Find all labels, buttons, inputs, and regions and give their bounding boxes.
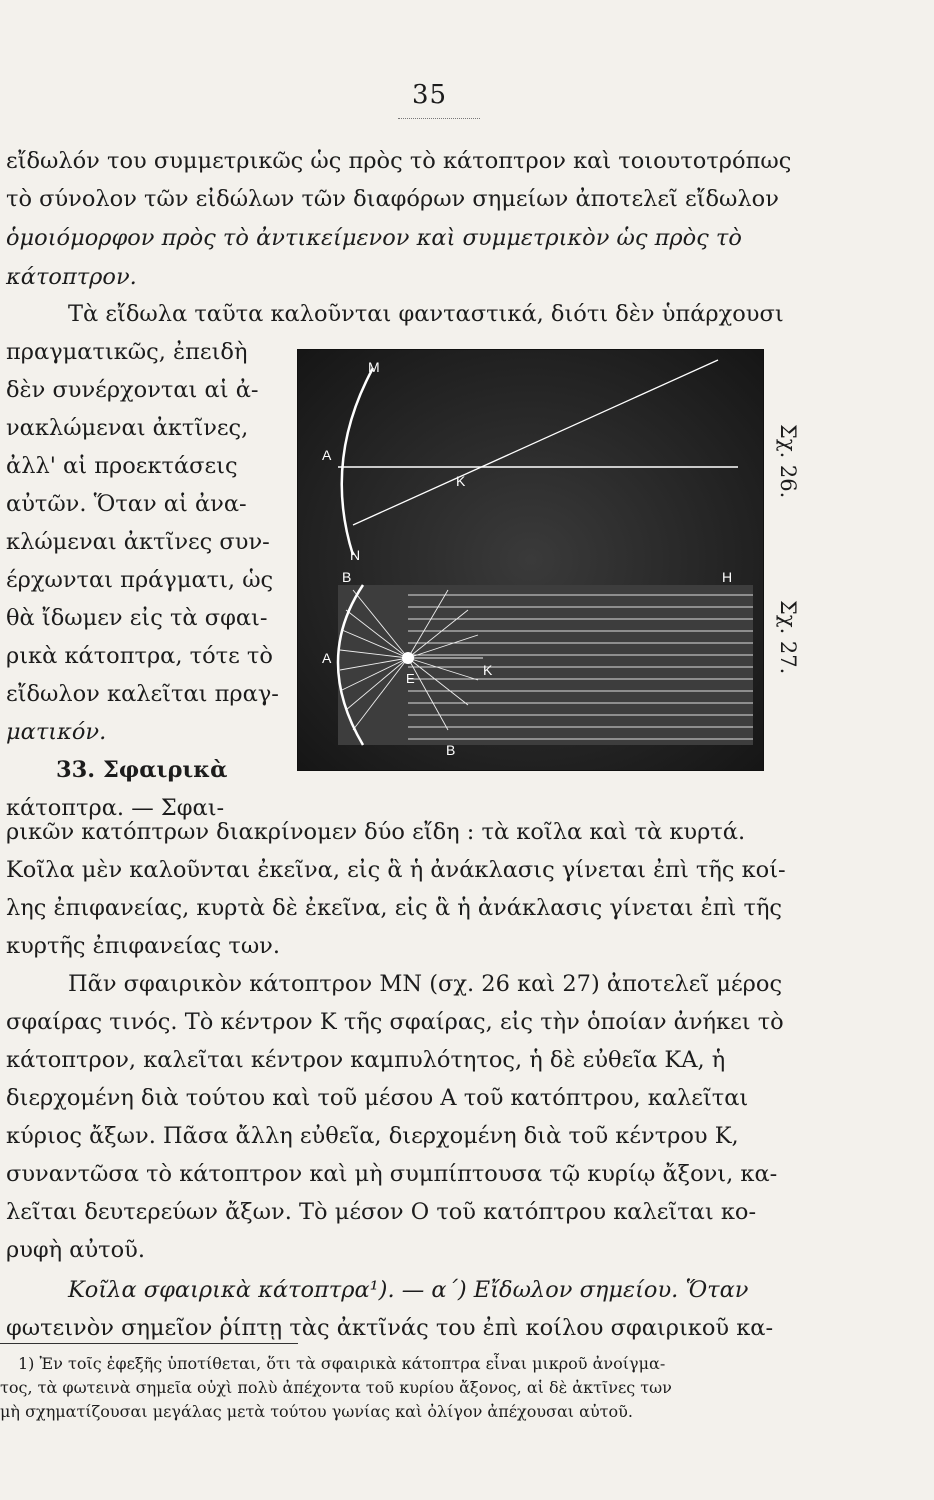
text-line: λης ἐπιφανείας, κυρτὰ δὲ ἐκεῖνα, εἰς ἃ ἡ ἀνάκλασις γίνεται ἐπὶ τῆς: [6, 895, 783, 921]
label-a: A: [322, 650, 332, 666]
text-line: σφαίρας τινός. Τὸ κέντρον Κ τῆς σφαίρας, εἰς τὴν ὁποίαν ἀνήκει τὸ: [6, 1009, 784, 1035]
label-n: N: [350, 547, 361, 563]
text-line: κυρτῆς ἐπιφανείας των.: [6, 933, 281, 959]
text-line: διερχομένη διὰ τούτου καὶ τοῦ μέσου Α τοῦ κατόπτρου, καλεῖται: [6, 1085, 749, 1111]
text-line: δὲν συνέρχονται αἱ ἀ-: [6, 377, 259, 403]
text-line: φωτεινὸν σημεῖον ῥίπτῃ τὰς ἀκτῖνάς του ἐπὶ κοίλου σφαιρικοῦ κα-: [6, 1315, 774, 1341]
footnote-line: τος, τὰ φωτεινὰ σημεῖα οὐχὶ πολὺ ἀπέχοντα τοῦ κυρίου ἄξονος, αἱ δὲ ἀκτῖνες των: [0, 1378, 672, 1397]
text-line: θὰ ἴδωμεν εἰς τὰ σφαι-: [6, 605, 268, 631]
label-e: E: [406, 671, 415, 686]
label-a: A: [322, 447, 332, 463]
text-line: εἴδωλόν του συμμετρικῶς ὡς πρὸς τὸ κάτοπτρον καὶ τοιουτοτρόπως: [6, 148, 792, 174]
text-line: ρικὰ κάτοπτρα, τότε τὸ: [6, 643, 273, 669]
text-line: ὁμοιόμορφον πρὸς τὸ ἀντικείμενον καὶ συμμετρικὸν ὡς πρὸς τὸ: [6, 225, 742, 251]
label-b-top: B: [342, 569, 352, 585]
label-b-bottom: B: [446, 742, 456, 758]
text-line: κύριος ἄξων. Πᾶσα ἄλλη εὐθεῖα, διερχομένη διὰ τοῦ κέντρου Κ,: [6, 1123, 739, 1149]
label-h: H: [722, 569, 733, 585]
label-k: K: [456, 473, 466, 489]
text-line: ρικῶν κατόπτρων διακρίνομεν δύο εἴδη : τὰ κοῖλα καὶ τὰ κυρτά.: [6, 819, 746, 845]
page-number: 35: [412, 80, 448, 110]
figure-caption-27: Σχ. 27.: [776, 600, 800, 675]
text-line: ρυφὴ αὐτοῦ.: [6, 1237, 145, 1263]
footnote-line: μὴ σχηματίζουσαι μεγάλας μετὰ τούτου γωνίας καὶ ὀλίγον ἀπέχουσαι αὐτοῦ.: [0, 1402, 633, 1421]
footnote-line: 1) Ἐν τοῖς ἑφεξῆς ὑποτίθεται, ὅτι τὰ σφαιρικὰ κάτοπτρα εἶναι μικροῦ ἀνοίγμα-: [18, 1354, 666, 1373]
section-heading: 33. Σφαιρικὰ: [56, 757, 228, 783]
text-line: ἀλλ' αἱ προεκτάσεις: [6, 453, 238, 479]
text-line: κάτοπτρον.: [6, 264, 137, 290]
text-line: Κοῖλα μὲν καλοῦνται ἐκεῖνα, εἰς ἃ ἡ ἀνάκλασις γίνεται ἐπὶ τῆς κοί-: [6, 857, 786, 883]
text-line: τὸ σύνολον τῶν εἰδώλων τῶν διαφόρων σημείων ἀποτελεῖ εἴδωλον: [6, 186, 779, 212]
text-line: εἴδωλον καλεῖται πραγ-: [6, 681, 279, 707]
label-m: M: [368, 359, 380, 375]
figure-caption-26: Σχ. 26.: [776, 424, 800, 499]
figure-mirrors: [297, 349, 764, 771]
text-line: κάτοπτρα. — Σφαι-: [6, 795, 225, 821]
text-line: ματικόν.: [6, 719, 107, 745]
header-rule: [398, 118, 480, 119]
text-line: Τὰ εἴδωλα ταῦτα καλοῦνται φανταστικά, διότι δὲν ὑπάρχουσι: [68, 301, 784, 327]
text-line: Πᾶν σφαιρικὸν κάτοπτρον ΜΝ (σχ. 26 καὶ 27) ἀποτελεῖ μέρος: [68, 971, 783, 997]
label-k: K: [483, 662, 493, 678]
footnote-rule: [0, 1343, 298, 1344]
text-line: λεῖται δευτερεύων ἄξων. Τὸ μέσον Ο τοῦ κατόπτρου καλεῖται κο-: [6, 1199, 757, 1225]
text-line: Κοῖλα σφαιρικὰ κάτοπτρα¹). — α΄) Εἴδωλον σημείου. Ὅταν: [68, 1277, 749, 1303]
text-line: νακλώμεναι ἀκτῖνες,: [6, 415, 249, 441]
text-line: κλώμεναι ἀκτῖνες συν-: [6, 529, 270, 555]
text-line: αὐτῶν. Ὅταν αἱ ἀνα-: [6, 491, 247, 517]
text-line: κάτοπτρον, καλεῖται κέντρον καμπυλότητος, ἡ δὲ εὐθεῖα ΚΑ, ἡ: [6, 1047, 726, 1073]
text-line: πραγματικῶς, ἐπειδὴ: [6, 339, 248, 365]
text-line: συναντῶσα τὸ κάτοπτρον καὶ μὴ συμπίπτουσα τῷ κυρίῳ ἄξονι, κα-: [6, 1161, 778, 1187]
text-line: έρχωνται πράγματι, ὡς: [6, 567, 274, 593]
